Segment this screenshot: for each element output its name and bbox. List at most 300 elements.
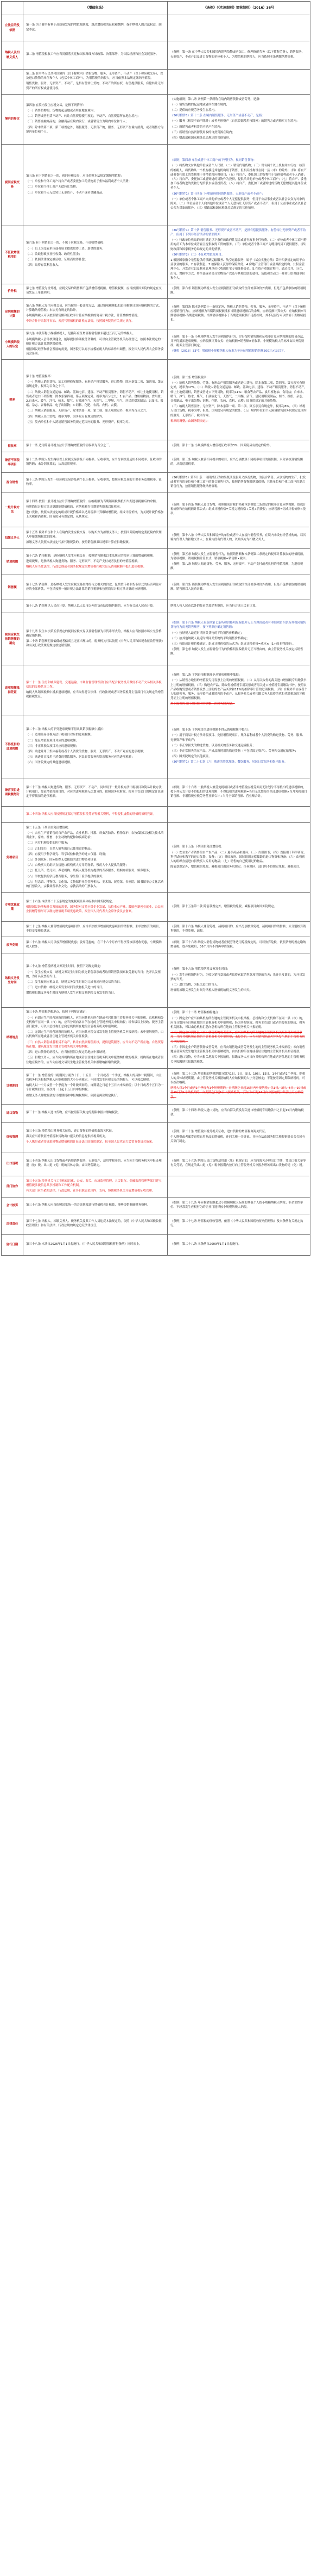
old-regulation-cell [168, 807, 310, 823]
old-regulation-cell [168, 144, 310, 226]
law-clause: （四）除本条第二项、第三项规定外，销售服务、无形资产的，服务、无形资产在境内消费，或者销售方为境内单位和个人。 [26, 126, 164, 134]
regulation-clause: 个人携带或者邮寄进境自用物品的增值税，连同关税一并计征。具体办法由国务院关税税则委员会会同有关部门制定。 [170, 1136, 305, 1144]
new-law-cell [23, 937, 168, 953]
old-regulation-cell [168, 613, 310, 665]
old-regulation-cell [168, 922, 310, 937]
row-topic: 视同应税交易 [2, 144, 23, 226]
regulation-clause: （条例）第四条 除本条例第十一条规定外，纳税人销售货物、劳务、服务、无形资产、不动产（以下统称应税销售行为），应纳税额为当期销项税额抵扣当期进项税额后的余额。应纳税额计算公式：应纳税额=当期销项税额-当期进项税额。当期销项税额小于当期进项税额不足抵扣时，其不足部分可以结转下期继续抵扣。 [170, 305, 306, 322]
row-topic: 放弃免税 [2, 937, 23, 953]
regulation-clause: （条例）第二十条 增值税由税务机关征收，进口货物的增值税由海关代征。 [170, 1130, 268, 1133]
law-clause: 第四条 在境内发生应税交易，是指下列情形： [26, 103, 86, 107]
regulation-clause: （条例）第十八条 中华人民共和国境外的单位或者个人在境内销售劳务，在境内未设有经营机构的，以其境内代理人为扣缴义务人；在境内没有代理人的，以购买方为扣缴义务人。 [170, 533, 306, 541]
table-header-row [2, 2, 310, 15]
old-regulation-cell [168, 70, 310, 95]
regulation-clause: （细则）第十六条 纳税人有条例第七条所称价格明显偏低并无正当理由或者有本细则第四条所列视同销售货物行为而无销售额者，按下列顺序确定销售额： [170, 621, 306, 629]
regulation-clause: （二）非正常损失的购进货物，以及相关的劳务和交通运输服务； [170, 744, 256, 747]
regulation-clause: （一）将货物交付其他单位或者个人代销；（二）销售代销货物；（三）设有两个以上机构并实行统一核算的纳税人，将货物从一个机构移送其他机构用于销售，但相关机构设在同一县（市）的除外；（四）将自产或者委托加工的货物用于非增值税应税项目；（五）将自产、委托加工的货物用于集体福利或者个人消费；（六）将自产、委托加工或者购进的货物作为投资，提供给其他单位或者个体工商户；（七）将自产、委托加工或者购进的货物分配给股东或者投资者；（八）将自产、委托加工或者购进的货物无偿赠送其他单位或者个人。 [170, 164, 307, 190]
old-regulation-cell [168, 823, 310, 893]
law-clause: 第二十二条 纳税人的下列进项税额不得从其销项税额中抵扣： [26, 728, 106, 732]
law-clause: 个人携带或者寄递进境物品增值税的计征办法由国务院制定，报全国人民代表大会常务委员会备案。 [26, 1140, 155, 1144]
old-regulation-cell [168, 226, 310, 284]
regulation-clause: （二）进口货物，为报关进口的当天。 [170, 983, 220, 987]
law-clause: 第九条 本法所称小规模纳税人，是指年应征增值税销售额未超过五百万元的纳税人。 [26, 332, 136, 336]
law-clause: 第三十五条 税务机关与工业和信息化、公安、海关、市场监督管理、人民银行、金融监督管理等部门建立增值税涉税信息共享机制和工作配合机制。 [26, 1179, 162, 1188]
regulation-clause: （一）农业生产者销售的自产农产品；（二）避孕药品和用具；（三）古旧图书；（四）直接用于科学研究、科学试验和教学的进口仪器、设备；（五）外国政府、国际组织无偿援助的进口物资和设备；（六）由残疾人的组织直接进口供残疾人专用的物品；（七）销售的自己使用过的物品。 [170, 851, 307, 864]
law-clause: （二）纳税人销售交通运输、邮政、基础电信、建筑、不动产租赁服务，销售不动产，转让土地使用权，销售或者进口下列货物，除本条第四项、第五项规定外，税率为百分之九：1.农产品、食用植物油、食用盐；2.自来水、暖气、冷气、热水、煤气、石油液化气、天然气、二甲醚、沼气、居民用煤炭制品；3.图书、报纸、杂志、音像制品、电子出版物；4.饲料、化肥、农药、农机、农膜。 [26, 390, 164, 408]
table-row [2, 1008, 310, 1068]
old-regulation-cell [168, 1104, 310, 1122]
law-clause: 增值税扣缴义务发生时间为纳税人发生应税交易纳税义务发生的当日。 [26, 991, 117, 995]
law-clause: 中外合作开采海洋石油、天然气增值税的计税方法等，按照国务院的有关规定执行。 [26, 320, 135, 323]
regulation-clause: （36号附件1）第十条 销售服务、无形资产或者不动产，是指有偿提供服务、有偿转让无形资产或者不动产，但属于下列非经营活动的情形除外： [170, 228, 306, 237]
new-law-cell [23, 953, 168, 1008]
row-topic: 纳税地点 [2, 1008, 23, 1068]
old-regulation-cell [168, 492, 310, 527]
row-topic: 不征收增值税项目 [2, 226, 23, 284]
regulation-clause: （条例）第二十七条 增值税的征收管理，依照《中华人民共和国税收征收管理法》及本条例有关规定执行。 [170, 1220, 303, 1228]
law-clause: 第三十二条 纳税人进口货物，应当按照海关规定的期限申报并缴纳税款。 [26, 1111, 121, 1115]
law-clause: 第七条 增值税为价外税，应税交易的销售额不包括增值税税额。增值税税额，应当按照国务院的规定在交易凭证上单独列明。 [26, 287, 162, 295]
law-clause: （四）进口货物的纳税人，应当按照海关规定的地点申报纳税。 [26, 1051, 108, 1055]
law-clause: （四）纳税人出口货物，税率为零；国务院另有规定的除外。 [26, 415, 105, 419]
row-topic: 小规模纳税人的认定 [2, 329, 23, 360]
old-regulation-cell [168, 360, 310, 440]
row-topic: 计税期间 [2, 1068, 23, 1104]
old-regulation-cell [168, 94, 310, 144]
old-regulation-cell [168, 665, 310, 715]
row-topic: 免税项目 [2, 823, 23, 893]
regulation-clause: （二）所销售或者租赁的不动产在境内； [170, 125, 224, 129]
law-clause: （七）托儿所、幼儿园、养老机构、残疾人服务机构提供的育养服务，婚姻介绍服务，殡葬服务； [26, 869, 152, 873]
law-clause: （一）有固定生产经营场所的纳税人，应当向其机构所在地或者居住地主管税务机关申报纳税。总机构和分支机构不在同一县（市）的，应当分别向各自所在地的主管税务机关申报纳税；经省级以上财政、税务主管部门批准，可以由总机构汇总向总机构所在地的主管税务机关申报纳税。 [26, 1016, 164, 1029]
regulation-clause: 纳税人按人民币以外的货币结算销售额的，应当折合成人民币计算。 [170, 604, 258, 608]
table-row [2, 922, 310, 937]
table-row [2, 893, 310, 922]
row-topic [2, 70, 23, 95]
law-clause: （三）非正常损失项目对应的进项税额； [26, 744, 79, 748]
regulation-clause: （财税〔2018〕33号）增值税小规模纳税人标准为年应征增值税销售额500万元及以下。 [170, 350, 287, 353]
law-clause: （六）由残疾人的组织直接进口供残疾人专用的物品，残疾人个人提供的服务； [26, 864, 129, 868]
regulation-clause: （条例）第二十八条 本条例自2009年1月1日起施行。 [170, 1243, 242, 1246]
new-law-cell [23, 1234, 168, 1255]
regulation-clause: （条例）第八条 纳税人购进货物、劳务、服务、无形资产、不动产支付或者负担的增值税额，为进项税额。 [170, 562, 303, 571]
law-clause: （二）免征增值税项目对应的进项税额； [26, 739, 79, 743]
table-row [2, 549, 310, 575]
row-topic: 销售额 [2, 575, 23, 600]
table-row [2, 15, 310, 41]
regulation-clause: 1.根据国家指令无偿提供的铁路运输服务、航空运输服务，属于《试点实施办法》第十四条规定的用于公益事业的服务。2.存款利息。3.被保险人获得的保险赔付。4.房地产主管部门或者其指定机构、公积金管理中心、开发企业以及物业管理单位代收的住宅专项维修资金。5.在资产重组过程中，通过合并、分立、出售、置换等方式，将全部或者部分实物资产以及与其相关联的债权、负债和劳动力一并转让给其他单位和个人。 [170, 259, 305, 280]
row-topic: 进项税额抵扣凭证 [2, 665, 23, 715]
law-clause: （二）发生视同应税交易，纳税义务发生时间为完成视同应税交易的当日。 [26, 980, 123, 984]
old-regulation-cell [168, 284, 310, 299]
regulation-clause: （条例）第十五条 下列项目免征增值税： [170, 845, 224, 849]
law-clause: 扣缴义务人解缴税款的计税期间和申报纳税期限，依照前两款规定执行。 [26, 1094, 120, 1097]
law-clause: （三）进口货物，纳税义务发生时间为货物报关进口的当日。 [26, 986, 105, 990]
law-clause: （三）古旧图书，自然人销售的自己使用过的物品； [26, 847, 93, 851]
new-law-cell [23, 922, 168, 937]
law-clause: 扣缴义务人依照本法规定代扣代缴税款的，按照销售额乘以税率计算应扣缴税额。 [26, 541, 132, 545]
table-row [2, 41, 310, 70]
law-clause: （五）外国政府、国际组织无偿援助的进口物资和设备； [26, 858, 99, 862]
regulation-clause: （条例）第十五条第二款 除前款规定外，增值税的免税、减税项目由国务院规定。 [170, 905, 277, 908]
table-row [2, 144, 310, 226]
regulation-clause: （条例）第十一条 小规模纳税人发生应税销售行为，实行按照销售额和征收率计算应纳税额的简易办法，并不得抵扣进项税额。应纳税额计算公式：应纳税额=销售额×征收率。小规模纳税人的标准由国务院财政、税务主管部门规定。 [170, 335, 306, 347]
row-topic: 混合销售 [2, 473, 23, 492]
new-law-cell [23, 284, 168, 299]
new-law-cell [23, 1152, 168, 1176]
old-regulation-cell [168, 937, 310, 953]
header-new-law: 《增值税法》 [23, 2, 168, 15]
new-law-cell [23, 1104, 168, 1122]
regulation-clause: 税率的调整，由国务院决定。 [170, 419, 209, 423]
law-clause: 第十五条 境外单位和个人在境内发生应税交易，以购买方为扣缴义务人；按照国务院的规定委托境内代理人申报缴纳税款的除外。 [26, 531, 162, 539]
regulation-clause: （条例）第十四条 纳税人进口货物，按照组成计税价格和本条例第二条规定的税率计算应纳税额。组成计税价格和应纳税额计算公式：组成计税价格=关税完税价格+关税+消费税；应纳税额=组成计税价格×税率。 [170, 503, 306, 516]
regulation-clause: （条例）第二十二条 增值税纳税地点： [170, 1011, 221, 1015]
law-clause: （二）无固定生产经营场所的纳税人，应当向其应税交易发生地主管税务机关申报纳税；未申报纳税的，由其机构所在地或者居住地主管税务机关补征税款。 [26, 1031, 164, 1039]
law-clause: （五）扣缴义务人，应当向其机构所在地或者居住地主管税务机关申报缴纳扣缴的税款；机构所在地或者居住地在境外的，应当向应税交易发生地主管税务机关申报缴纳扣缴的税款。 [26, 1056, 164, 1064]
old-regulation-cell [168, 575, 310, 600]
law-clause: 第十七条 销售额，是指纳税人发生应税交易取得的与之相关的价款，包括货币和非货币形式的经济利益对应的全部价款，不包括按照一般计税方法计算的销项税额和按照简易计税方法计算的应纳税额。 [26, 583, 162, 591]
row-topic: 纳税人及扣缴义务人 [2, 41, 23, 70]
header-topic-cell [2, 2, 23, 15]
regulation-clause: （条例）第六条 销售额为纳税人发生应税销售行为收取的全部价款和价外费用，但是不包括收取的销项税额。销售额以人民币计算。 [170, 583, 306, 591]
row-topic: 专项优惠政策 [2, 893, 23, 922]
regulation-clause: （条例）第二十四条 纳税人进口货物，应当自海关填发海关进口增值税专用缴款书之日起15日内缴纳税款。 [170, 1109, 304, 1117]
table-row [2, 575, 310, 600]
old-regulation-cell [168, 1197, 310, 1214]
law-clause: 根据国民经济和社会发展的需要，国务院对支持小微企业发展、扶持重点产业、鼓励创新创业就业、公益事业捐赠等情形可以制定增值税专项优惠政策，报全国人民代表大会常务委员会备案。 [26, 905, 164, 914]
comparison-document [1, 1, 310, 1256]
regulation-clause: （实施细则）第八条 条例第一条所称在境内销售货物或者劳务，是指： [170, 97, 262, 101]
row-topic: 法律责任 [2, 1214, 23, 1234]
regulation-clause: （一）发生应税销售行为，为收讫销售款项或者取得索取销售款项凭据的当天；先开具发票的，为开具发票的当天。 [170, 973, 305, 981]
table-row [2, 527, 310, 549]
regulation-clause: （三）非正常损失的在产品、产成品所耗用的购进货物（不包括固定资产）、劳务和交通运输服务； [170, 750, 298, 753]
law-clause: （一）销售货物的，货物的起运地或者所在地在境内； [26, 109, 97, 113]
regulation-clause: 纳税人以1个月或者1个季度为1个纳税期的，自期满之日起15日内申报纳税；以1日、3日、5日、10日或者15日为1个纳税期的，自期满之日起5日内预缴税款，于次月1日起15日内申报纳税并结清上月应纳税款。 [170, 1087, 306, 1099]
law-clause: 第三十四条 纳税人出口货物或者跨境销售服务、无形资产，适用零税率的，应当向主管税务机关申报办理退（免）税。出口退（免）税的具体办法，由国务院制定。 [26, 1159, 162, 1168]
row-topic: 施行日期 [2, 1234, 23, 1255]
table-row [2, 1152, 310, 1176]
old-regulation-cell [168, 329, 310, 360]
law-clause: 第十一条 适用简易计税方法计算缴纳增值税的征收率为百分之三。 [26, 444, 112, 447]
row-topic: 纳税义务发生时间 [2, 953, 23, 1008]
row-topic: 立法目的及依据 [2, 15, 23, 41]
old-regulation-cell [168, 1122, 310, 1152]
table-row [2, 299, 310, 329]
row-topic [2, 807, 23, 823]
table-row [2, 937, 310, 953]
old-regulation-cell [168, 1008, 310, 1068]
regulation-clause: （条例）第三条 纳税人兼营不同税率的项目，应当分别核算不同税率项目的销售额；未分别核算销售额的，从高适用税率。 [170, 458, 303, 466]
law-clause: （三）依照法律规定被征收、征用而取得补偿； [26, 258, 88, 262]
row-topic [2, 922, 23, 937]
law-clause: （一）农业生产者销售的自产农产品，农业机耕、排灌、病虫害防治、植物保护、农牧保险以及相关技术培训业务，家禽、牲畜、水生动物的配种和疾病防治； [26, 831, 164, 840]
law-clause: （九）纪念馆、博物馆、文化馆、文物保护单位管理机构、美术馆、展览馆、书画院、图书馆举办文化活动的门票收入，宗教场所举办文化、宗教活动的门票收入。 [26, 880, 164, 888]
new-law-cell [23, 1008, 168, 1068]
new-law-cell [23, 492, 168, 527]
row-topic: 进口货物 [2, 1104, 23, 1122]
regulation-clause: （一）按纳税人最近时期同类货物的平均销售价格确定； [170, 631, 244, 635]
law-clause: 按照简易计税方法计算缴纳增值税的，应纳税额为当期销售额乘以征收率。 [26, 505, 123, 509]
law-clause: 第三十六条 纳税人应当依照国家统一的会计制度进行增值税会计核算，能够提供准确税务资料。 [26, 1203, 150, 1207]
regulation-clause: 增值税扣缴义务发生时间为纳税人增值税纳税义务发生的当天。 [170, 989, 252, 993]
old-regulation-cell [168, 527, 310, 549]
row-topic [2, 600, 23, 613]
new-law-cell [23, 1197, 168, 1214]
old-regulation-cell [168, 600, 310, 613]
old-regulation-cell [168, 440, 310, 452]
table-row [2, 452, 310, 473]
law-clause: 第十三条 纳税人发生一项应税交易涉及两个以上税率、征收率的，按照应税交易的主要业务适用税率、征收率。 [26, 478, 162, 486]
law-clause: 第三十条 增值税纳税地点，按照下列规定确定： [26, 1011, 88, 1014]
old-regulation-cell [168, 1234, 310, 1255]
law-clause: 第十四条 按照一般计税方法计算缴纳增值税的，应纳税额为当期销项税额抵扣当期进项税额后的余额。 [26, 500, 159, 503]
new-law-cell [23, 144, 168, 226]
table-row [2, 70, 310, 95]
law-clause: 第二十四条 纳税人应当按照规定保存增值税扣税凭证等相关资料，不得提供虚假的增值税扣税凭证。 [26, 812, 156, 816]
law-clause: 第二十六条 本法第二十五条规定的免税项目具体标准由国务院规定。 [26, 900, 115, 903]
new-law-cell [23, 440, 168, 452]
law-clause: 第三十八条 本法自2026年1月1日起施行。《中华人民共和国增值税暂行条例》同时废止。 [26, 1243, 142, 1246]
table-row [2, 1176, 310, 1197]
regulation-clause: （二）提供的应税劳务发生在境内。 [170, 108, 218, 112]
law-clause: 纳税人从销项税额中抵扣进项税额，应当取得符合法律、行政法规或者国务院税务主管部门有关规定的增值税扣税凭证。 [26, 690, 164, 699]
table-body [2, 15, 310, 1256]
row-topic: 境内的界定 [2, 94, 23, 144]
new-law-cell [23, 823, 168, 893]
new-law-cell [23, 575, 168, 600]
table-row [2, 360, 310, 440]
regulation-clause: （一）服务（租赁不动产除外）或者无形资产（自然资源使用权除外）的销售方或者购买方在境内； [170, 120, 300, 123]
new-law-cell [23, 15, 168, 41]
law-clause: （三）单位和个人无偿转让无形资产、不动产或者金融商品。 [26, 191, 105, 195]
old-regulation-cell [168, 452, 310, 473]
law-clause: （六）国务院规定的其他进项税额。 [26, 761, 73, 765]
regulation-clause: （四）国务院规定的其他项目。 [170, 755, 212, 759]
table-row [2, 94, 310, 144]
old-regulation-cell [168, 893, 310, 922]
law-clause: 第十条 增值税税率： [26, 375, 54, 378]
old-regulation-cell [168, 1152, 310, 1176]
table-row [2, 807, 310, 823]
new-law-cell [23, 893, 168, 922]
law-clause: 有关部门应当依照法律、行政法规，在各自职责范围内，支持、协助税务机关开展增值税征收管理。 [26, 1189, 155, 1193]
regulation-clause: （三）纳税人销售服务、无形资产，除本条第一项、第二项、第五项另有规定外，税率为6%。（四）纳税人出口货物，税率为零；但是，国务院另有规定的除外。（五）境内单位和个人跨境销售国务院规定范围内的服务、无形资产，税率为零。 [170, 405, 307, 417]
law-clause: 第二十七条 纳税人兼营增值税优惠项目的，应当单独核算增值税优惠项目的销售额；未单独核算的项目，不得享受税收优惠。 [26, 925, 162, 933]
new-law-cell [23, 1214, 168, 1234]
table-row [2, 823, 310, 893]
law-clause: （三）销售金融商品的，金融商品在境内发行，或者销售方为境内单位和个人； [26, 120, 129, 124]
law-clause: （一）发生应税交易，纳税义务发生时间为收讫销售款项或者取得销售款项索取凭据的当日；先开具发票的，为开具发票的当日。 [26, 970, 161, 978]
new-law-cell [23, 299, 168, 329]
old-regulation-cell [168, 549, 310, 575]
law-clause: （二）销售或者租赁不动产、转让自然资源使用权的，不动产、自然资源所在地在境内； [26, 115, 141, 118]
table-row [2, 1068, 310, 1104]
table-row [2, 440, 310, 452]
comparison-table [1, 1, 310, 1256]
law-clause: 纳税人以一个月或者一个季度为一个计税期间的，自期满之日起十五日内申报纳税；以十日或者十五日为一个计税期间的，自次月一日起十五日内申报纳税。 [26, 1084, 164, 1092]
new-law-cell [23, 613, 168, 665]
table-row [2, 492, 310, 527]
regulation-clause: （条例）第七条 纳税人发生应税销售行为的价格明显偏低并无正当理由的，由主管税务机关核定其销售额。 [170, 648, 303, 656]
regulation-clause: （条例）第十六条 纳税人兼营免税、减税项目的，应当分别核算免税、减税项目的销售额；未分别核算销售额的，不得免税、减税。 [170, 925, 306, 933]
new-law-cell [23, 70, 168, 95]
law-clause: （一）单位和个体工商户将自产或者委托加工的货物用于集体福利或者个人消费； [26, 180, 132, 184]
regulation-clause: （细则）第三十六条 纳税人销售货物或者应税劳务适用免税规定的，可以放弃免税，依照条例的规定缴纳增值税。放弃免税后，36个月内不得再申请免税。 [170, 940, 306, 949]
row-topic: 兼营项目进项税额划分 [2, 778, 23, 807]
regulation-clause: （条例）第五条 纳税人发生应税销售行为，按照销售额和本条例第二条规定的税率计算收取的增值税额，为销项税额。销项税额计算公式：销项税额=销售额×税率。 [170, 552, 306, 560]
law-clause: 第十八条 销售额以人民币计算。纳税人以人民币以外的货币结算销售额的，应当折合成人民币计算。 [26, 604, 156, 608]
law-clause: 小规模纳税人可以按照销售额和征收率计算应纳税额的简易计税方法，计算缴纳增值税。 [26, 314, 141, 317]
new-law-cell [23, 1176, 168, 1197]
law-clause: 第二十八条 纳税人可以放弃增值税优惠；放弃优惠的，在三十六个月内不得享受该项税收优惠，小规模纳税人除外。 [26, 940, 162, 949]
regulation-clause: （条例）第十二条 小规模纳税人增值税征收率为3%，国务院另有规定的除外。 [170, 444, 273, 447]
regulation-clause: （二）固定业户到外县（市）销售货物或者劳务，应当向其机构所在地的主管税务机关报告外出经营事项，并向其机构所在地的主管税务机关申报纳税；未报告的，应当向销售地或者劳务发生地的主管税务机关申报纳税。 [170, 1031, 305, 1044]
table-row [2, 665, 310, 715]
law-clause: （一）纳税人销售货物、加工修理修配服务、有形动产租赁服务，进口货物，除本条第二项、第四项、第五项规定外，税率为百分之十三。 [26, 381, 164, 389]
regulation-clause: （条例）第六条 销售额为纳税人发生应税销售行为收取的全部价款和价外费用，但是不包括收取的销项税额。 [170, 287, 306, 295]
table-row [2, 600, 310, 613]
row-topic: 应纳税额的计算 [2, 299, 23, 329]
table-row [2, 1197, 310, 1214]
new-law-cell [23, 473, 168, 492]
regulation-clause: 准予抵扣的项目和扣除率的调整，由国务院决定。 [170, 702, 235, 706]
law-clause: 第二十五条 下列项目免征增值税： [26, 826, 71, 829]
row-topic: 价外税 [2, 284, 23, 299]
row-topic: 征收管理 [2, 1122, 23, 1152]
old-regulation-cell [168, 15, 310, 41]
regulation-clause: （一）销售货物的起运地或者所在地在境内； [170, 103, 229, 107]
new-law-cell [23, 329, 168, 360]
table-row [2, 953, 310, 1008]
new-law-cell [23, 94, 168, 144]
law-clause: （四）直接用于科学研究、科学试验和教学的进口仪器、设备； [26, 852, 108, 856]
new-law-cell [23, 715, 168, 778]
regulation-clause: （一）用于简易计税方法计税项目、免征增值税项目、集体福利或者个人消费的购进货物、劳务、服务、无形资产和不动产； [170, 734, 305, 742]
row-topic: 税率 [2, 360, 23, 440]
table-row [2, 1234, 310, 1255]
regulation-clause: （条例）第十条 下列项目的进项税额不得从销项税额中抵扣： [170, 728, 251, 732]
law-clause: 销售货物、服务、无形资产、不动产，是指有偿转让货物、不动产的所有权，有偿提供服务，有偿转让无形资产的所有权或者使用权。 [26, 82, 164, 90]
law-clause: 第十六条 销项税额，是指纳税人发生应税交易，按照销售额乘以本法规定的税率计算的增值税税额。 [26, 554, 156, 558]
law-clause: （一）员工为受雇单位或者雇主提供取得工资、薪金的服务； [26, 247, 105, 251]
new-law-cell [23, 807, 168, 823]
new-law-cell [23, 665, 168, 715]
new-law-cell [23, 452, 168, 473]
law-clause: （三）纳税人销售服务、无形资产，除本条第一项、第二项、第五项规定外，税率为百分之六。 [26, 409, 149, 413]
regulation-clause: （条例）第八条 下列进项税额准予从销项税额中抵扣： [170, 673, 242, 677]
regulation-clause: （36号附件2）（二）不征收增值税项目。 [170, 253, 225, 257]
table-row [2, 1104, 310, 1122]
regulation-clause: （36号附件1）第十二条 在境内销售服务、无形资产或者不动产，是指： [170, 114, 265, 118]
law-clause: 纳税人应当凭法律、行政法规或者国务院规定的增值税扣税凭证从销项税额中抵扣进项税额。 [26, 565, 147, 569]
regulation-clause: （二）按其他纳税人最近时期同类货物的平均销售价格确定； [170, 637, 250, 640]
new-law-cell [23, 600, 168, 613]
old-regulation-cell [168, 1214, 310, 1234]
row-topic: 出口退税 [2, 1152, 23, 1176]
old-regulation-cell [168, 953, 310, 1008]
table-row [2, 329, 310, 360]
table-row [2, 284, 310, 299]
law-clause: 进口货物，按照本法规定的组成计税价格乘以适用税率计算缴纳增值税。组成计税价格，为关税计税价格加上关税和消费税；国务院另有规定的，从其规定。 [26, 510, 164, 519]
table-row [2, 715, 310, 778]
regulation-clause: （36号附件1）第四十条 一项销售行为如果既涉及服务又涉及货物，为混合销售。从事货物的生产、批发或者零售的单位和个体工商户的混合销售行为，按照销售货物缴纳增值税；其他单位和个体工商户的混合销售行为，按照销售服务缴纳增值税。 [170, 476, 306, 489]
regulation-clause: （条例）第一条 在中华人民共和国境内销售货物或者加工、修理修配劳务（以下简称劳务），销售服务、无形资产、不动产以及进口货物的单位和个人，为增值税的纳税人，应当依照本条例缴纳增值税。 [170, 51, 304, 59]
table-row [2, 1214, 310, 1234]
new-law-cell [23, 527, 168, 549]
table-row [2, 226, 310, 284]
law-clause: 第二十一条 住房和城乡建设、交通运输、市场监督管理等部门应当配合税务机关做好不动产交易相关涉税信息的交换共享工作。 [26, 681, 162, 689]
new-law-cell [23, 1068, 168, 1104]
old-regulation-cell [168, 778, 310, 807]
row-topic: 扣缴义务人 [2, 527, 23, 549]
old-regulation-cell [168, 1068, 310, 1104]
law-clause: 第三十一条 增值税的计税期间分别为十日、十五日、一个月或者一个季度。纳税人的具体计税期间，由主管税务机关根据纳税人应纳税额的大小分别核定。不经常发生应税交易的纳税人，可以按次纳税。 [26, 1074, 162, 1082]
law-clause: 第六条 有下列情形之一的，不属于应税交易，不征收增值税： [26, 241, 106, 245]
law-clause: 第一条 为了健全有利于高质量发展的增值税制度，规范增值税的征收和缴纳，保护纳税人的合法权益，制定本法。 [26, 23, 162, 32]
law-clause: 第二十三条 纳税人购进货物、服务、无形资产、不动产，同时用于一般计税方法计税项目和简易计税方法计税项目、免征增值税项目的，对应的进项税额无法划分的，按照国务院财政、税务主管部门的规定计算确定不得抵扣的进项税额。 [26, 785, 164, 799]
row-topic: 会计核算 [2, 1197, 23, 1214]
row-topic: 兼营不同税率项目 [2, 452, 23, 473]
law-clause: 第二条 增值税税收工作应当贯彻落实党和国家路线方针政策、决策部署，为国民经济和社会发展服务。 [26, 53, 159, 57]
new-law-cell [23, 360, 168, 440]
regulation-clause: （细则）第二十九条 年应税销售额超过小规模纳税人标准的其他个人按小规模纳税人纳税；非企业性单位、不经常发生应税行为的企业可选择按小规模纳税人纳税。 [170, 1201, 303, 1209]
regulation-clause: （一）从销售方取得的增值税专用发票上注明的增值税额。（二）从海关取得的海关进口增值税专用缴款书上注明的增值税额。（三）购进农产品，除取得增值税专用发票或者海关进口增值税专用缴款书外，按照农产品收购发票或者销售发票上注明的农产品买价和11%的扣除率计算的进项税额。（四）自境外单位或者个人购进劳务、服务、无形资产或者境内的不动产，从税务机关或者扣缴义务人取得的代扣代缴税款的完税凭证上注明的增值税额。 [170, 679, 307, 701]
law-clause: 第三十七条 纳税人、扣缴义务人、税务机关及其工作人员违反本法规定的，依照《中华人民共和国税收征收管理法》和有关法律、行政法规的规定追究法律责任。 [26, 1220, 162, 1228]
table-row [2, 613, 310, 665]
regulation-clause: （一）纳税人销售货物、劳务、有形动产租赁服务或者进口货物，除本条第二项、第四项、第五项另有规定外，税率为17%。（二）纳税人销售交通运输、邮政、基础电信、建筑、不动产租赁服务，销售不动产，转让土地使用权，销售或者进口下列货物，税率为11%：粮食等农产品、食用植物油、食用盐；自来水、暖气、冷气、热水、煤气、石油液化气、天然气、二甲醚、沼气、居民用煤炭制品；图书、报纸、杂志、音像制品、电子出版物；饲料、化肥、农药、农机、农膜；国务院规定的其他货物。 [170, 382, 307, 403]
new-law-cell [23, 778, 168, 807]
new-law-cell [23, 549, 168, 575]
regulation-clause: （36号附件1）第十四条 下列情形视同销售服务、无形资产或者不动产： [170, 192, 265, 196]
old-regulation-cell [168, 715, 310, 778]
law-clause: （八）学校提供的学历教育服务，学生勤工俭学提供的服务； [26, 875, 105, 878]
law-clause: （五）购进并直接用于消费的餐饮服务、居民日常服务和娱乐服务对应的进项税额； [26, 756, 135, 759]
new-law-cell [23, 1122, 168, 1152]
regulation-clause: （条例）第二十三条 增值税的纳税期限分别为1日、3日、5日、10日、15日、1个月或者1个季度。纳税人的具体纳税期限，由主管税务机关根据纳税人应纳税额的大小分别核定；不能按照固定期限纳税的，可以按次纳税。 [170, 1072, 306, 1084]
table-row [2, 1122, 310, 1152]
regulation-clause: （三）所销售自然资源使用权的自然资源在境内； [170, 130, 235, 134]
law-clause: 第三条 在中华人民共和国境内（以下称境内）销售货物、服务、无形资产、不动产（以下称应税交易），以及进口货物的单位和个人（包括个体工商户），为增值税的纳税人，应当依照本法规定缴纳增值税。 [26, 72, 163, 80]
regulation-clause: （四）进口货物，应当向报关地海关申报纳税。扣缴义务人应当向其机构所在地或者居住地的主管税务机关申报缴纳其扣缴的税款。 [170, 1056, 305, 1064]
law-clause: 第三十三条 增值税由税务机关征收，进口货物的增值税由海关代征。 [26, 1129, 115, 1133]
regulation-clause: （一）行政单位收取的同时满足以下条件的政府性基金或者行政事业性收费。（二）单位或者个体工商户聘用的员工为本单位或者雇主提供取得工资的服务。（三）单位或者个体工商户为聘用的员工提供服务。（四）财政部和国家税务总局规定的其他情形。 [170, 239, 307, 251]
law-clause: （二）收取行政事业性收费、政府性基金； [26, 252, 82, 256]
law-clause: （二）单位和个体工商户无偿转让货物； [26, 185, 79, 189]
law-clause: （四）购进并用于集体福利或者个人消费的货物、服务、无形资产、不动产对应的进项税额； [26, 750, 147, 754]
law-clause: （五）境内单位和个人跨境销售国务院规定范围内的服务、无形资产，税率为零。 [26, 420, 132, 424]
row-topic: 视同应税交易销售额的确定 [2, 613, 23, 665]
law-clause: （二）医疗机构提供的医疗服务； [26, 841, 70, 845]
table-row [2, 778, 310, 807]
old-regulation-cell [168, 299, 310, 329]
header-old-regulations: 《条例》（《实施细则》简称细则）（2016）36号 [168, 2, 310, 15]
law-clause: （三）自然人销售或者租赁不动产，转让自然资源使用权，提供建筑服务，应当向不动产所在地、自然资源所在地、建筑服务发生地主管税务机关申报纳税。 [26, 1040, 164, 1049]
law-clause: （一）适用简易计税方法计税项目对应的进项税额； [26, 733, 93, 737]
new-law-cell [23, 226, 168, 284]
new-law-cell [23, 41, 168, 70]
regulation-clause: （条例）第十九条 增值税纳税义务发生时间： [170, 968, 230, 971]
regulation-clause: （三）按组成计税价格确定。组成计税价格的公式为：组成计税价格=成本×（1+成本利润率）。 [170, 643, 295, 646]
law-clause: 海关应当将代征增值税和货物出口报关的信息提供给税务机关。 [26, 1135, 108, 1139]
law-clause: 第二十条 销售额明显偏低或者偏高且无正当理由的，税务机关可以依照《中华人民共和国税收征收管理法》和有关行政法规的规定核定销售额。 [26, 639, 163, 648]
old-regulation-cell [168, 41, 310, 70]
law-clause: 第十二条 纳税人发生两项以上应税交易涉及不同税率、征收率的，应当分别核算适用不同税率、征收率的销售额；未分别核算的，从高适用税率。 [26, 458, 162, 466]
law-clause: 第八条 纳税人发生应税交易，应当按照一般计税方法，通过销项税额抵扣进项税额计算应纳税额的方式，计算缴纳增值税；本法另有规定的除外。 [26, 304, 162, 312]
regulation-clause: （三）非固定业户销售货物或者劳务，应当向销售地或者劳务发生地的主管税务机关申报纳税；未向销售地或者劳务发生地的主管税务机关申报纳税的，由其机构所在地或者居住地的主管税务机关补征税款。 [170, 1045, 305, 1054]
regulation-clause: （四）财政部和国家税务总局规定的其他情形。 [170, 136, 232, 140]
